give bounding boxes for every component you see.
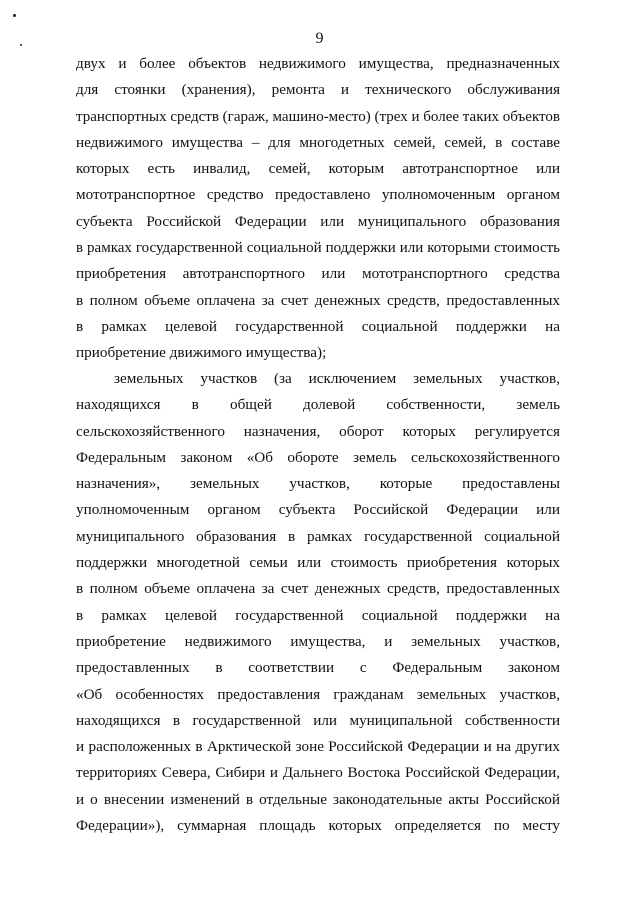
text-line: в полном объеме оплачена за счет денежных средств, предоставленных [76, 580, 560, 598]
text-line: недвижимого имущества – для многодетных семей, семей, в составе [76, 133, 560, 151]
text-line: в рамках целевой государственной социальной поддержки на [76, 606, 560, 624]
text-line: уполномоченным органом субъекта Российской Федерации или [76, 501, 560, 519]
text-line: приобретение движимого имущества); [76, 344, 327, 362]
text-line: в полном объеме оплачена за счет денежных средств, предоставленных [76, 291, 560, 309]
text-line: и расположенных в Арктической зоне Российской Федерации и на других [76, 738, 560, 756]
text-line: сельскохозяйственного назначения, оборот которых регулируется [76, 422, 560, 440]
text-line: земельных участков (за исключением земельных участков, [114, 370, 560, 387]
text-line: и о внесении изменений в отдельные законодательные акты Российской [76, 790, 560, 808]
text-line: субъекта Российской Федерации или муниципального образования [76, 212, 560, 230]
text-line: приобретения автотранспортного или мототранспортного средства [76, 265, 560, 283]
text-line: транспортных средств (гараж, машино-место) (трех и более таких объектов [76, 108, 560, 125]
text-line: «Об особенностях предоставления гражданам земельных участков, [76, 685, 560, 703]
text-line: территориях Севера, Сибири и Дальнего Востока Российской Федерации, [76, 764, 560, 782]
text-line: Федеральным законом «Об обороте земель сельскохозяйственного [76, 448, 560, 466]
scan-speck [13, 14, 16, 17]
text-line: которых есть инвалид, семей, которым автотранспортное или [76, 160, 560, 178]
text-line: предоставленных в соответствии с Федеральным законом [76, 659, 560, 677]
text-line: приобретение недвижимого имущества, и земельных участков, [76, 632, 560, 650]
text-line: Федерации»), суммарная площадь которых определяется по месту [76, 817, 560, 835]
text-line: двух и более объектов недвижимого имущества, предназначенных [76, 55, 560, 72]
text-line: назначения», земельных участков, которые предоставлены [76, 475, 560, 493]
paragraph-2 [76, 366, 560, 839]
text-line: находящихся в государственной или муниципальной собственности [76, 711, 560, 729]
paragraph-1 [76, 51, 560, 367]
page-number: 9 [315, 30, 324, 47]
text-line: в рамках целевой государственной социальной поддержки на [76, 317, 560, 335]
text-line: в рамках государственной социальной поддержки или которыми стоимость [76, 240, 560, 257]
text-line: поддержки многодетной семьи или стоимость приобретения которых [76, 554, 560, 572]
text-line: находящихся в общей долевой собственности, земель [76, 396, 560, 414]
text-line: для стоянки (хранения), ремонта и технического обслуживания [76, 81, 560, 99]
text-line: муниципального образования в рамках государственной социальной [76, 527, 560, 545]
text-line: мототранспортное средство предоставлено уполномоченным органом [76, 186, 560, 204]
